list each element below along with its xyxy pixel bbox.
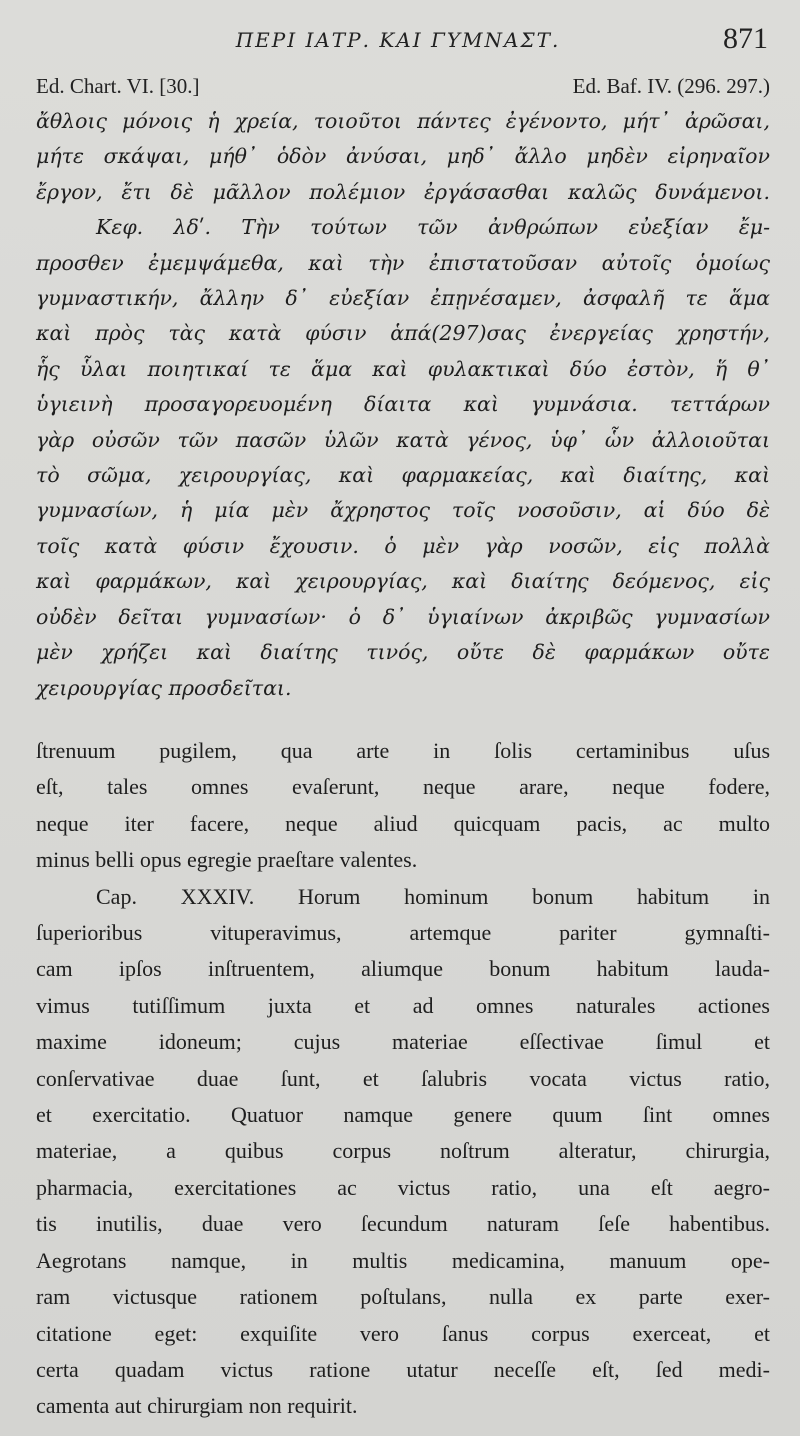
- latin-line: ram victusque rationem poſtulans, nulla ex parte exer-: [36, 1284, 770, 1310]
- page-header: [0, 22, 800, 62]
- latin-line: pharmacia, exercitationes ac victus ratio, una eſt aegro-: [36, 1174, 770, 1200]
- greek-line: τὸ σῶμα, χειρουργίας, καὶ φαρμακείας, καὶ διαίτης, καὶ: [36, 463, 770, 488]
- latin-line: citatione eget: exquiſite vero ſanus corpus exerceat, et: [36, 1320, 770, 1346]
- latin-line: et exercitatio. Quatuor namque genere quum ſint omnes: [36, 1102, 770, 1128]
- page-number: 871: [723, 22, 768, 55]
- latin-line: certa quadam victus ratione utatur neceſſe eſt, ſed medi-: [36, 1356, 770, 1382]
- latin-chapter-heading-line: Cap. XXXIV. Horum hominum bonum habitum in: [96, 883, 770, 909]
- greek-line: καὶ πρὸς τὰς κατὰ φύσιν ἁπά(297)σας ἐνεργείας χρηστήν,: [36, 321, 770, 346]
- edition-basel-reference: Ed. Baf. IV. (296. 297.): [572, 74, 770, 98]
- greek-line: ἧς ὗλαι ποιητικαί τε ἅμα καὶ φυλακτικαὶ δύο ἐστὸν, ἥ θ᾽: [36, 356, 770, 381]
- greek-line: οὐδὲν δεῖται γυμνασίων· ὁ δ᾽ ὑγιαίνων ἀκριβῶς γυμνασίων: [36, 604, 770, 629]
- greek-line: γυμναστικήν, ἄλλην δ᾽ εὐεξίαν ἐπῃνέσαμεν, ἀσφαλῆ τε ἅμα: [36, 286, 770, 311]
- latin-line: Aegrotans namque, in multis medicamina, manuum ope-: [36, 1247, 770, 1273]
- running-title: ΠΕΡΙ ΙΑΤΡ. ΚΑΙ ΓΥΜΝΑΣΤ.: [235, 28, 561, 52]
- latin-line: vimus tutiſſimum juxta et ad omnes naturales actiones: [36, 992, 770, 1018]
- latin-line: neque iter facere, neque aliud quicquam pacis, ac multo: [36, 810, 770, 836]
- greek-line: χειρουργίας προσδεῖται.: [36, 675, 292, 700]
- greek-text-block: [36, 104, 770, 706]
- latin-line: maxime idoneum; cujus materiae eſſectivae ſimul et: [36, 1029, 770, 1055]
- latin-line: tis inutilis, duae vero ſecundum naturam ſeſe habentibus.: [36, 1211, 770, 1237]
- greek-line: μήτε σκάψαι, μήθ᾽ ὁδὸν ἀνύσαι, μηδ᾽ ἄλλο μηδὲν εἰρηναῖον: [36, 144, 770, 169]
- latin-line: ſuperioribus vituperavimus, artemque pariter gymnaſti-: [36, 920, 770, 946]
- greek-line: μὲν χρήζει καὶ διαίτης τινός, οὔτε δὲ φαρμάκων οὔτε: [36, 640, 770, 665]
- latin-line: ſtrenuum pugilem, qua arte in ſolis certaminibus uſus: [36, 738, 770, 763]
- latin-line: minus belli opus egregie praeſtare valentes.: [36, 847, 418, 873]
- greek-line: ὑγιεινὴ προσαγορευομένη δίαιτα καὶ γυμνάσια. τεττάρων: [36, 392, 770, 417]
- latin-line: camenta aut chirurgiam non requirit.: [36, 1393, 358, 1419]
- edition-reference-line: [36, 74, 770, 104]
- latin-line: cam ipſos inſtruentem, aliumque bonum habitum lauda-: [36, 956, 770, 982]
- greek-chapter-heading-line: Κεφ. λδʹ. Τὴν τούτων τῶν ἀνθρώπων εὐεξίαν ἔμ-: [96, 215, 770, 240]
- greek-line: γυμνασίων, ἡ μία μὲν ἄχρηστος τοῖς νοσοῦσιν, αἱ δύο δὲ: [36, 498, 770, 523]
- latin-line: materiae, a quibus corpus noſtrum alteratur, chirurgia,: [36, 1138, 770, 1164]
- greek-line: προσθεν ἐμεμψάμεθα, καὶ τὴν ἐπιστατοῦσαν αὐτοῖς ὁμοίως: [36, 250, 770, 275]
- greek-line: ἔργον, ἔτι δὲ μᾶλλον πολέμιον ἐργάσασθαι καλῶς δυνάμενοι.: [36, 179, 770, 204]
- latin-text-block: [36, 733, 770, 1425]
- latin-line: eſt, tales omnes evaſerunt, neque arare, neque fodere,: [36, 774, 770, 800]
- greek-line: τοῖς κατὰ φύσιν ἔχουσιν. ὁ μὲν γὰρ νοσῶν, εἰς πολλὰ: [36, 533, 770, 558]
- greek-line: γὰρ οὐσῶν τῶν πασῶν ὑλῶν κατὰ γένος, ὑφ᾽ ὧν ἀλλοιοῦται: [36, 427, 770, 452]
- greek-line: καὶ φαρμάκων, καὶ χειρουργίας, καὶ διαίτης δεόμενος, εἰς: [36, 569, 770, 594]
- greek-line: ἄθλοις μόνοις ἡ χρεία, τοιοῦτοι πάντες ἐγένοντο, μήτ᾽ ἀρῶσαι,: [36, 109, 770, 133]
- latin-line: conſervativae duae ſunt, et ſalubris vocata victus ratio,: [36, 1065, 770, 1091]
- edition-chart-reference: Ed. Chart. VI. [30.]: [36, 74, 200, 98]
